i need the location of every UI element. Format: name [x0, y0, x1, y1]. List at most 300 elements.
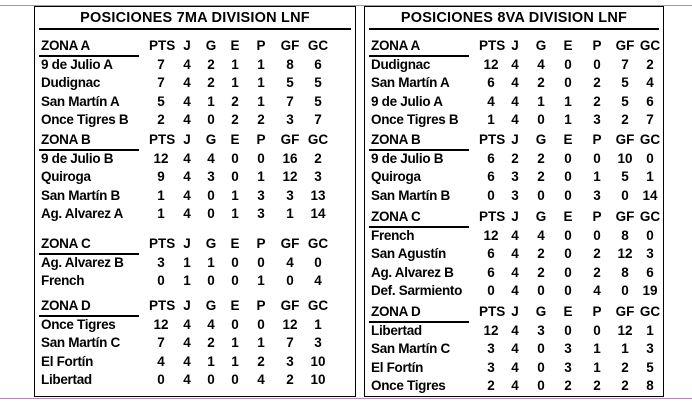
stat-cell: 8: [621, 264, 629, 280]
stat-cell: 2: [231, 112, 239, 128]
stat-cell: 4: [511, 228, 519, 243]
stat-cell: 2: [593, 378, 601, 394]
column-header: G: [535, 209, 547, 224]
stat-cell: 6: [646, 264, 654, 280]
stat-cell: 0: [537, 359, 545, 375]
stat-cell: 1: [183, 273, 191, 289]
team-row: [365, 377, 663, 395]
team-name: Quiroga: [371, 169, 421, 185]
stat-cell: 4: [183, 317, 191, 332]
stat-cell: 0: [207, 112, 215, 128]
column-header: G: [535, 38, 547, 53]
stat-cell: 7: [157, 57, 165, 72]
stat-cell: 1: [314, 317, 322, 332]
stat-cell: 3: [286, 187, 294, 203]
stat-cell: 2: [537, 246, 545, 262]
stat-cell: 3: [487, 341, 495, 357]
stat-cell: 2: [593, 75, 601, 91]
stat-cell: 8: [646, 378, 654, 394]
stat-cell: 3: [314, 335, 322, 351]
team-name: 9 de Julio B: [41, 151, 114, 166]
stat-cell: 3: [537, 323, 545, 338]
column-header: P: [256, 38, 266, 53]
stat-cell: 1: [231, 187, 239, 203]
stat-cell: 5: [621, 75, 629, 91]
stat-cell: 3: [646, 246, 654, 262]
column-header: G: [205, 132, 217, 147]
stat-cell: 0: [621, 187, 629, 203]
column-header: GF: [280, 132, 300, 147]
stat-cell: 1: [487, 112, 495, 128]
stat-cell: 4: [183, 169, 191, 185]
team-row: [35, 93, 355, 111]
column-header: G: [535, 304, 547, 319]
stat-cell: 0: [564, 323, 572, 338]
column-header: E: [230, 132, 240, 147]
stat-cell: 12: [483, 228, 499, 243]
team-row: [365, 340, 663, 358]
team-name: French: [41, 273, 85, 289]
stat-cell: 1: [183, 255, 191, 270]
column-header: PTS: [479, 209, 506, 224]
stat-cell: 4: [183, 372, 191, 388]
column-header: PTS: [479, 132, 506, 147]
stat-cell: 0: [593, 228, 601, 243]
column-header: GC: [639, 209, 661, 224]
team-name: 9 de Julio A: [371, 93, 443, 109]
stat-cell: 5: [621, 169, 629, 185]
stat-cell: 1: [231, 57, 239, 72]
stat-cell: 7: [286, 335, 294, 351]
stat-cell: 10: [617, 151, 633, 166]
stat-cell: 0: [537, 187, 545, 203]
team-name: Ag. Alvarez B: [371, 264, 454, 280]
zone-header-row: [365, 208, 663, 226]
team-name: San Martín C: [41, 335, 120, 351]
zone-header-row: [35, 297, 355, 315]
zone-name: ZONA A: [371, 38, 420, 53]
standings-8va-panel: [364, 6, 664, 397]
stat-cell: 2: [231, 93, 239, 109]
zone-name: ZONA C: [371, 209, 421, 224]
team-row: [35, 353, 355, 371]
stat-cell: 0: [207, 206, 215, 222]
stat-cell: 1: [207, 353, 215, 369]
column-header: E: [563, 38, 573, 53]
column-header: GC: [307, 132, 329, 147]
team-name: San Martín B: [41, 187, 120, 203]
stat-cell: 12: [483, 323, 499, 338]
stat-cell: 2: [537, 169, 545, 185]
stat-cell: 0: [231, 255, 239, 270]
stat-cell: 4: [183, 75, 191, 91]
team-row: [35, 272, 355, 290]
stat-cell: 0: [257, 255, 265, 270]
stat-cell: 1: [593, 359, 601, 375]
stat-cell: 0: [593, 323, 601, 338]
stat-cell: 7: [157, 335, 165, 351]
stat-cell: 3: [314, 169, 322, 185]
stat-cell: 0: [564, 75, 572, 91]
stat-cell: 2: [593, 264, 601, 280]
column-header: J: [511, 304, 519, 319]
column-header: G: [205, 38, 217, 53]
stat-cell: 0: [564, 57, 572, 72]
column-header: GC: [307, 298, 329, 313]
stat-cell: 1: [157, 206, 165, 222]
column-header: P: [256, 132, 266, 147]
stat-cell: 9: [157, 169, 165, 185]
stat-cell: 4: [511, 323, 519, 338]
column-header: PTS: [149, 298, 176, 313]
stat-cell: 1: [564, 93, 572, 109]
stat-cell: 2: [207, 75, 215, 91]
stat-cell: 4: [593, 283, 601, 299]
zone-name: ZONA D: [371, 304, 421, 319]
stat-cell: 4: [511, 112, 519, 128]
stat-cell: 2: [487, 378, 495, 394]
stat-cell: 1: [231, 75, 239, 91]
column-header: GF: [615, 132, 635, 147]
stat-cell: 0: [593, 151, 601, 166]
column-header: GC: [639, 38, 661, 53]
stat-cell: 12: [282, 317, 298, 332]
stat-cell: 0: [207, 187, 215, 203]
stat-cell: 2: [537, 75, 545, 91]
column-header: J: [183, 236, 191, 251]
team-row: [365, 111, 663, 129]
stat-cell: 3: [487, 359, 495, 375]
stat-cell: 4: [511, 246, 519, 262]
column-header: E: [563, 304, 573, 319]
stat-cell: 3: [257, 206, 265, 222]
team-name: Ag. Alvarez B: [41, 255, 124, 270]
stat-cell: 1: [593, 341, 601, 357]
stat-cell: 0: [157, 273, 165, 289]
stat-cell: 6: [487, 169, 495, 185]
team-row: [35, 371, 355, 389]
team-name: Dudignac: [41, 75, 101, 91]
team-row: [365, 93, 663, 111]
zone-header-row: [35, 37, 355, 55]
stat-cell: 1: [257, 273, 265, 289]
zone-header-row: [365, 131, 663, 149]
stat-cell: 7: [646, 112, 654, 128]
stat-cell: 0: [231, 169, 239, 185]
team-row: [35, 316, 355, 334]
stat-cell: 4: [511, 283, 519, 299]
stat-cell: 4: [537, 57, 545, 72]
stat-cell: 3: [564, 359, 572, 375]
stat-cell: 0: [564, 264, 572, 280]
stat-cell: 1: [646, 323, 654, 338]
stat-cell: 0: [207, 372, 215, 388]
stat-cell: 0: [537, 283, 545, 299]
stat-cell: 8: [621, 228, 629, 243]
stat-cell: 0: [564, 187, 572, 203]
team-name: Def. Sarmiento: [371, 283, 463, 299]
stat-cell: 4: [183, 112, 191, 128]
stat-cell: 2: [621, 359, 629, 375]
stat-cell: 4: [183, 151, 191, 166]
team-name: Ag. Alvarez A: [41, 206, 124, 222]
stat-cell: 0: [487, 187, 495, 203]
column-header: J: [183, 132, 191, 147]
stat-cell: 3: [286, 353, 294, 369]
team-name: 9 de Julio A: [41, 57, 113, 72]
team-name: San Martín A: [371, 75, 450, 91]
stat-cell: 0: [231, 372, 239, 388]
stat-cell: 6: [487, 151, 495, 166]
stat-cell: 12: [153, 317, 169, 332]
stat-cell: 1: [231, 206, 239, 222]
stat-cell: 1: [257, 335, 265, 351]
column-header: GC: [639, 132, 661, 147]
stat-cell: 6: [487, 75, 495, 91]
team-row: [35, 168, 355, 186]
stat-cell: 7: [314, 112, 322, 128]
stat-cell: 1: [257, 93, 265, 109]
team-name: 9 de Julio B: [371, 151, 444, 166]
stat-cell: 0: [157, 372, 165, 388]
column-header: E: [230, 236, 240, 251]
column-header: GC: [639, 304, 661, 319]
stat-cell: 1: [231, 353, 239, 369]
zone-header-row: [365, 37, 663, 55]
stat-cell: 1: [646, 169, 654, 185]
team-row: [35, 74, 355, 92]
stat-cell: 3: [207, 169, 215, 185]
stat-cell: 8: [286, 57, 294, 72]
zone-header-row: [365, 303, 663, 321]
panel-title: POSICIONES 8VA DIVISION LNF: [369, 10, 659, 30]
stat-cell: 7: [286, 93, 294, 109]
stat-cell: 19: [642, 283, 658, 299]
stat-cell: 0: [231, 317, 239, 332]
stat-cell: 6: [487, 264, 495, 280]
column-header: J: [511, 209, 519, 224]
stat-cell: 0: [537, 378, 545, 394]
column-header: GF: [615, 304, 635, 319]
stat-cell: 6: [646, 93, 654, 109]
stat-cell: 4: [183, 335, 191, 351]
stat-cell: 2: [593, 246, 601, 262]
stat-cell: 12: [483, 57, 499, 72]
stat-cell: 4: [183, 57, 191, 72]
stat-cell: 2: [157, 112, 165, 128]
stat-cell: 1: [537, 93, 545, 109]
stat-cell: 4: [511, 57, 519, 72]
stat-cell: 4: [183, 187, 191, 203]
stat-cell: 2: [286, 372, 294, 388]
team-row: [35, 334, 355, 352]
column-header: J: [183, 298, 191, 313]
stat-cell: 4: [511, 264, 519, 280]
team-row: [365, 282, 663, 300]
stat-cell: 3: [257, 187, 265, 203]
stat-cell: 2: [621, 112, 629, 128]
stat-cell: 0: [564, 169, 572, 185]
column-header: GF: [280, 236, 300, 251]
team-row: [365, 187, 663, 205]
stat-cell: 3: [286, 112, 294, 128]
stat-cell: 12: [617, 323, 633, 338]
stat-cell: 0: [564, 228, 572, 243]
column-header: GF: [280, 298, 300, 313]
stat-cell: 0: [646, 228, 654, 243]
column-header: PTS: [479, 38, 506, 53]
stat-cell: 13: [310, 187, 326, 203]
stat-cell: 0: [564, 246, 572, 262]
team-name: San Martín B: [371, 187, 450, 203]
guide-line-bottom: [0, 398, 692, 399]
column-header: J: [511, 132, 519, 147]
team-name: Once Tigres B: [41, 112, 129, 128]
stat-cell: 3: [646, 341, 654, 357]
stat-cell: 7: [157, 75, 165, 91]
column-header: GF: [615, 209, 635, 224]
team-name: Once Tigres: [371, 378, 446, 394]
stat-cell: 12: [282, 169, 298, 185]
team-row: [365, 74, 663, 92]
stat-cell: 4: [314, 273, 322, 289]
panel-title: POSICIONES 7MA DIVISION LNF: [39, 10, 351, 30]
zone-header-row: [35, 235, 355, 253]
stat-cell: 1: [621, 341, 629, 357]
stat-cell: 4: [537, 228, 545, 243]
stat-cell: 0: [537, 112, 545, 128]
stat-cell: 4: [646, 75, 654, 91]
team-name: El Fortín: [41, 353, 94, 369]
stat-cell: 0: [257, 151, 265, 166]
column-header: G: [205, 236, 217, 251]
stat-cell: 4: [286, 255, 294, 270]
team-name: Libertad: [41, 372, 92, 388]
stat-cell: 3: [511, 169, 519, 185]
column-header: J: [511, 38, 519, 53]
stat-cell: 12: [153, 151, 169, 166]
column-header: E: [230, 298, 240, 313]
stat-cell: 0: [537, 341, 545, 357]
stat-cell: 2: [537, 151, 545, 166]
team-row: [365, 56, 663, 74]
stat-cell: 1: [286, 206, 294, 222]
stat-cell: 6: [487, 246, 495, 262]
stat-cell: 2: [564, 378, 572, 394]
stat-cell: 5: [314, 93, 322, 109]
stat-cell: 2: [314, 151, 322, 166]
stat-cell: 3: [564, 341, 572, 357]
stat-cell: 1: [257, 169, 265, 185]
stat-cell: 4: [183, 206, 191, 222]
zone-name: ZONA B: [41, 132, 91, 147]
stat-cell: 14: [642, 187, 658, 203]
stat-cell: 4: [487, 93, 495, 109]
stat-cell: 3: [593, 187, 601, 203]
stat-cell: 0: [487, 283, 495, 299]
team-row: [365, 359, 663, 377]
zone-name: ZONA B: [371, 132, 421, 147]
column-header: E: [563, 209, 573, 224]
column-header: GC: [307, 236, 329, 251]
team-name: El Fortín: [371, 359, 424, 375]
stat-cell: 4: [257, 372, 265, 388]
column-header: PTS: [149, 38, 176, 53]
stat-cell: 2: [257, 112, 265, 128]
team-name: Once Tigres B: [371, 112, 459, 128]
stat-cell: 0: [621, 283, 629, 299]
team-name: San Martín A: [41, 93, 120, 109]
team-name: Dudignac: [371, 57, 431, 72]
team-row: [35, 56, 355, 74]
zone-header-row: [35, 131, 355, 149]
team-name: Quiroga: [41, 169, 91, 185]
stat-cell: 0: [231, 273, 239, 289]
team-row: [365, 264, 663, 282]
stat-cell: 12: [617, 246, 633, 262]
stat-cell: 5: [314, 75, 322, 91]
standings-7ma-panel: [34, 6, 356, 397]
column-header: GC: [307, 38, 329, 53]
stat-cell: 0: [286, 273, 294, 289]
team-row: [365, 168, 663, 186]
column-header: P: [256, 236, 266, 251]
zone-name: ZONA A: [41, 38, 90, 53]
column-header: GF: [280, 38, 300, 53]
column-header: P: [592, 304, 602, 319]
stat-cell: 5: [621, 93, 629, 109]
team-name: San Martín C: [371, 341, 450, 357]
stat-cell: 4: [207, 151, 215, 166]
column-header: J: [183, 38, 191, 53]
stat-cell: 7: [621, 57, 629, 72]
team-name: Libertad: [371, 323, 422, 338]
stat-cell: 2: [257, 353, 265, 369]
team-row: [365, 322, 663, 340]
stat-cell: 2: [621, 378, 629, 394]
stat-cell: 0: [593, 57, 601, 72]
stat-cell: 4: [183, 353, 191, 369]
column-header: GF: [615, 38, 635, 53]
stat-cell: 0: [231, 151, 239, 166]
stat-cell: 4: [207, 317, 215, 332]
column-header: PTS: [149, 132, 176, 147]
zone-name: ZONA C: [41, 236, 91, 251]
column-header: P: [592, 209, 602, 224]
team-row: [365, 245, 663, 263]
stat-cell: 2: [593, 93, 601, 109]
stat-cell: 5: [286, 75, 294, 91]
stat-cell: 2: [207, 57, 215, 72]
stat-cell: 0: [314, 255, 322, 270]
stat-cell: 1: [564, 112, 572, 128]
column-header: E: [563, 132, 573, 147]
stat-cell: 3: [593, 112, 601, 128]
stat-cell: 4: [511, 93, 519, 109]
stat-cell: 1: [207, 93, 215, 109]
team-name: French: [371, 228, 415, 243]
team-row: [365, 227, 663, 245]
team-row: [35, 205, 355, 223]
team-row: [35, 254, 355, 272]
zone-name: ZONA D: [41, 298, 91, 313]
stat-cell: 4: [511, 359, 519, 375]
stat-cell: 1: [257, 75, 265, 91]
stat-cell: 3: [157, 255, 165, 270]
stat-cell: 0: [257, 317, 265, 332]
column-header: P: [592, 132, 602, 147]
stat-cell: 2: [207, 335, 215, 351]
